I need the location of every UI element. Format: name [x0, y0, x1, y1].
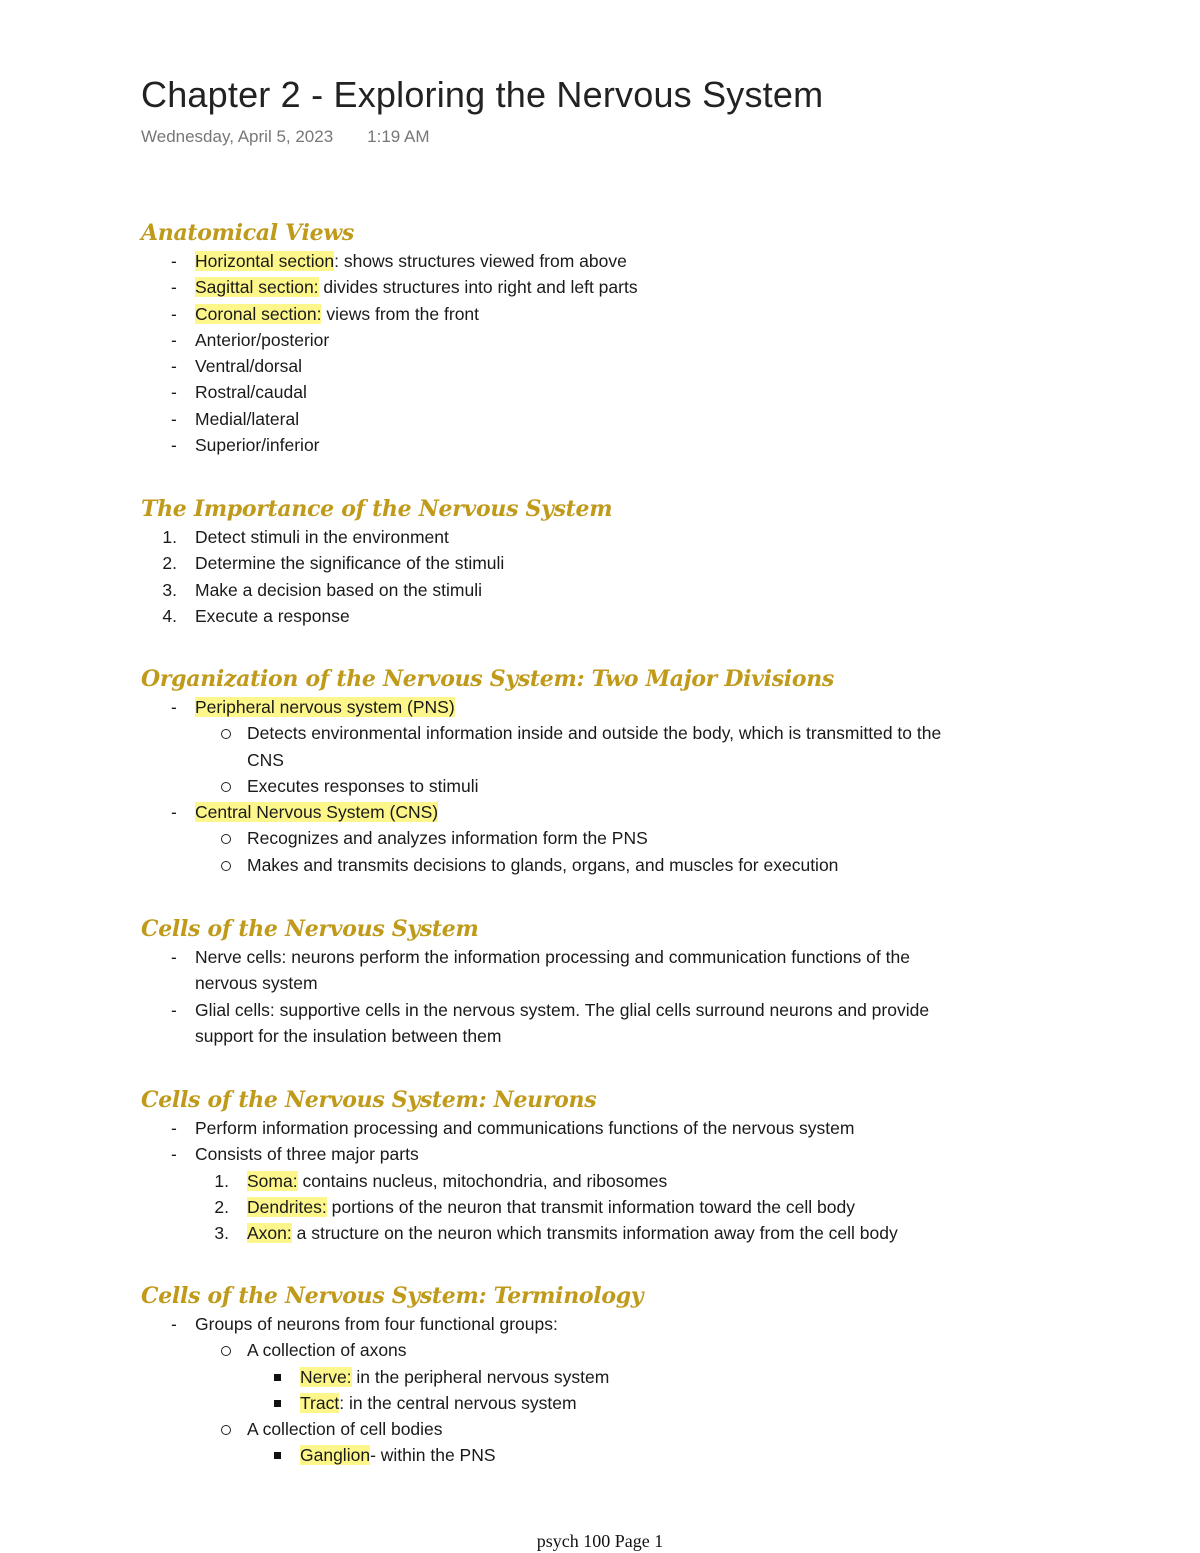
cells-list [141, 944, 1101, 1049]
list-item-continuation: nervous system [195, 973, 318, 994]
section-heading: Organization of the Nervous System: Two Major Divisions [141, 666, 835, 692]
term-highlight: Nerve: [300, 1366, 352, 1387]
list-item-continuation: CNS [247, 749, 284, 770]
list-item: - Perform information processing and communications functions of the nervous system [141, 1115, 1101, 1141]
term-highlight: Ganglion [300, 1445, 371, 1466]
section-anatomical-views [141, 218, 1101, 458]
list-item: - Ventral/dorsal [141, 353, 1101, 379]
list-item [141, 694, 1101, 720]
term-highlight: Horizontal section [195, 251, 335, 271]
anatomical-list [141, 248, 1101, 458]
section-organization [141, 664, 1101, 878]
list-item: - Horizontal section: shows structures viewed from above [141, 248, 1101, 274]
list-item: - Glial cells: supportive cells in the nervous system. The glial cells surround neurons and provide [141, 997, 1101, 1023]
list-item: - Coronal section: views from the front [141, 301, 1101, 327]
term-highlight: Tract [300, 1392, 340, 1413]
term-highlight: Dendrites: [247, 1196, 327, 1217]
list-item-continuation: support for the insulation between them [195, 1025, 502, 1046]
list-item: - Groups of neurons from four functional groups: [141, 1311, 1101, 1337]
list-item: A collection of cell bodies [141, 1416, 1101, 1442]
page-title: Chapter 2 - Exploring the Nervous System [141, 74, 824, 115]
section-cells [141, 914, 1101, 1049]
list-item: - Consists of three major parts [141, 1141, 1101, 1167]
term-highlight: Axon: [247, 1223, 292, 1244]
section-neurons [141, 1085, 1101, 1246]
list-item: Ganglion- within the PNS [141, 1442, 1101, 1468]
page-time: 1:19 AM [367, 127, 430, 146]
list-item: 4. Execute a response [162, 605, 350, 626]
term-highlight: Coronal section: [195, 303, 322, 324]
page-date: Wednesday, April 5, 2023 [141, 127, 334, 146]
list-item: - Sagittal section: divides structures into right and left parts [141, 274, 1101, 300]
list-item: 2. Determine the significance of the stimuli [162, 553, 505, 574]
neurons-list [141, 1115, 1101, 1246]
page-footer: psych 100 Page 1 [536, 1531, 664, 1551]
list-item: 2. Dendrites: portions of the neuron that transmit information toward the cell body [214, 1196, 855, 1217]
list-item: 3. Axon: a structure on the neuron which transmits information away from the cell body [214, 1223, 898, 1244]
list-item: - Anterior/posterior [141, 327, 1101, 353]
list-item: - Medial/lateral [141, 406, 1101, 432]
list-item: - Superior/inferior [141, 432, 1101, 458]
list-item: - Rostral/caudal [141, 379, 1101, 405]
importance-list [141, 524, 1101, 629]
term-highlight: Peripheral nervous system (PNS) [195, 697, 455, 717]
term-highlight: Central Nervous System (CNS) [195, 802, 439, 823]
section-heading: Anatomical Views [141, 220, 355, 246]
section-heading: Cells of the Nervous System: Terminology [141, 1283, 644, 1309]
list-item [141, 799, 1101, 825]
list-item: Detects environmental information inside and outside the body, which is transmitted to the [141, 720, 1101, 746]
list-item: 1. Detect stimuli in the environment [162, 527, 449, 547]
list-item: Executes responses to stimuli [141, 773, 1101, 799]
section-terminology [141, 1281, 1101, 1469]
section-importance [141, 494, 1101, 629]
list-item: Makes and transmits decisions to glands, organs, and muscles for execution [141, 852, 1101, 878]
list-item: Nerve: in the peripheral nervous system [141, 1364, 1101, 1390]
section-heading: Cells of the Nervous System: Neurons [141, 1087, 597, 1113]
term-highlight: Soma: [247, 1170, 298, 1191]
list-item: Recognizes and analyzes information form the PNS [141, 825, 1101, 851]
term-highlight: Sagittal section: [195, 277, 319, 298]
terminology-list [141, 1311, 1101, 1469]
section-heading: Cells of the Nervous System [141, 916, 479, 942]
list-item: A collection of axons [141, 1337, 1101, 1363]
list-item: Tract: in the central nervous system [141, 1390, 1101, 1416]
organization-list [141, 694, 1101, 878]
section-heading: The Importance of the Nervous System [141, 496, 613, 522]
list-item: 3. Make a decision based on the stimuli [162, 579, 482, 600]
list-item: 1. Soma: contains nucleus, mitochondria, and ribosomes [214, 1170, 668, 1191]
list-item: - Nerve cells: neurons perform the information processing and communication functions of the [141, 944, 1101, 970]
page-timestamp [141, 127, 430, 147]
